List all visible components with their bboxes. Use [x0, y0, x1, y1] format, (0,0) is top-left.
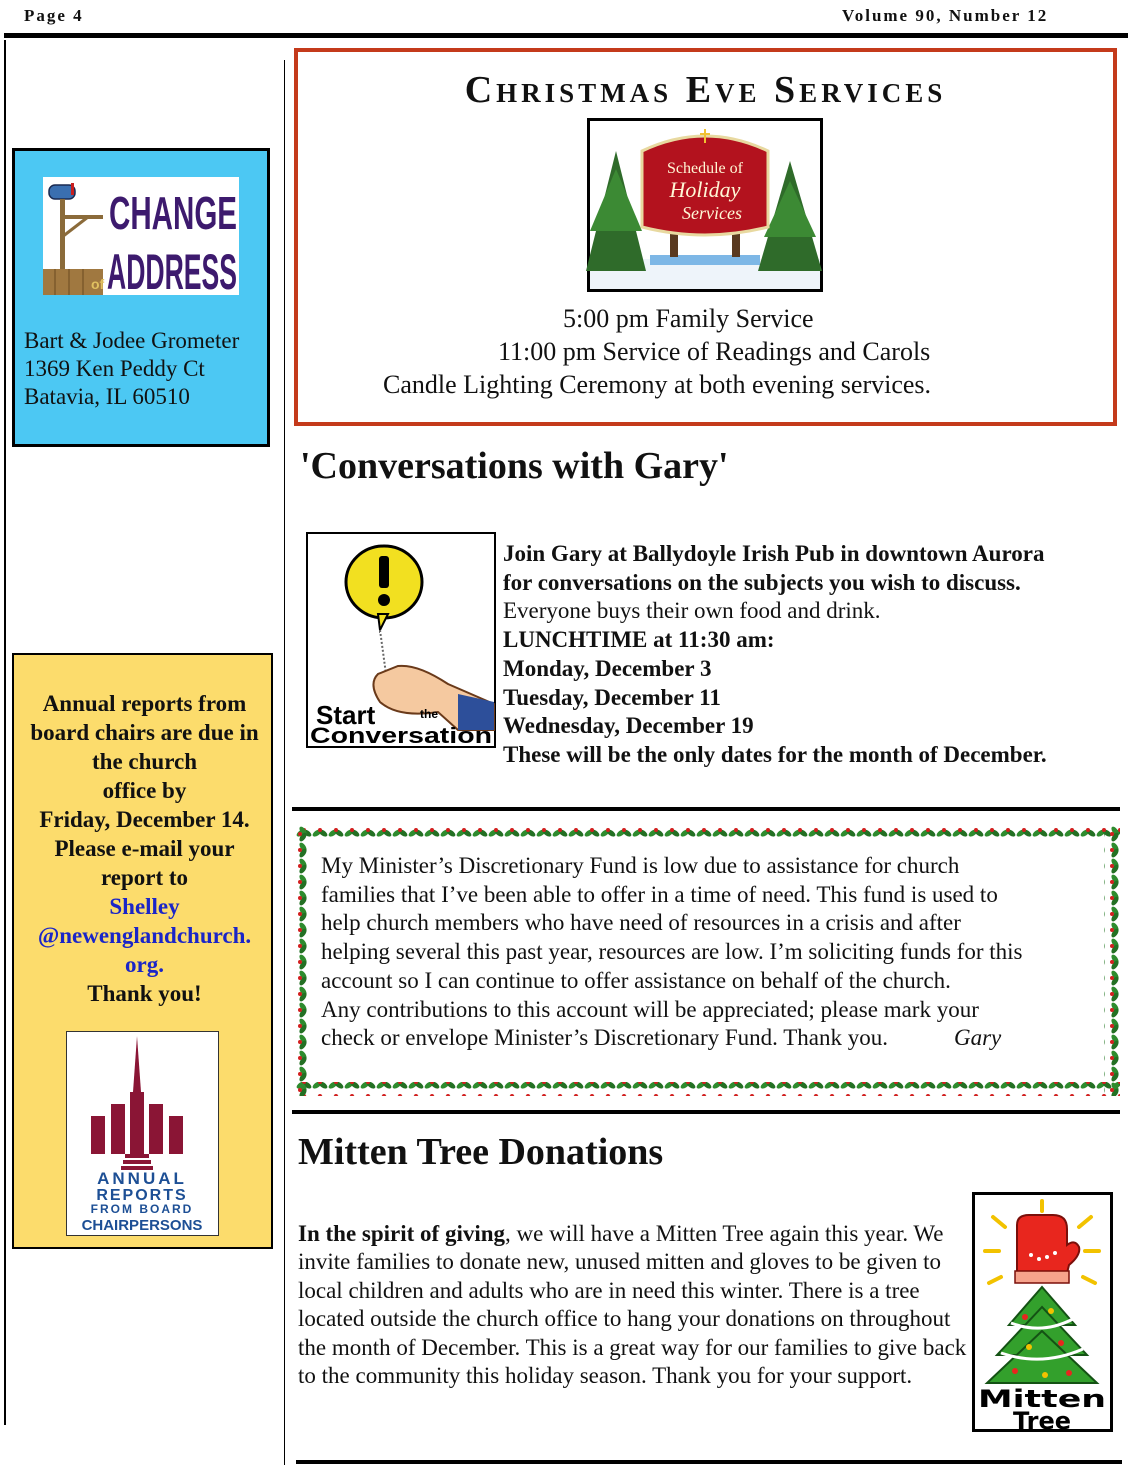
svg-text:CHAIRPERSONS: CHAIRPERSONS	[81, 1217, 203, 1234]
details-line: Join Gary at Ballydoyle Irish Pub in downtown Aurora	[503, 541, 1045, 566]
details-line: LUNCHTIME at 11:30 am:	[503, 627, 775, 653]
svg-text:ANNUAL: ANNUAL	[97, 1169, 187, 1188]
svg-text:the: the	[420, 707, 438, 721]
mailbox-icon	[43, 177, 239, 300]
details-line: Monday, December 3	[503, 655, 712, 681]
mitten-tree-lead: In the spirit of giving	[298, 1221, 506, 1246]
svg-text:ADDRESS: ADDRESS	[107, 244, 237, 300]
fund-line: account so I can continue to offer assistance on behalf of the church.	[321, 967, 951, 993]
email-part[interactable]: @newenglandchurch.	[37, 923, 252, 948]
annual-reports-notice	[18, 689, 271, 1008]
fund-line: families that I’ve been able to offer in a time of need. This fund is used to	[321, 881, 998, 907]
christmas-eve-box	[294, 48, 1117, 426]
mitten-tree-title: Mitten Tree Donations	[298, 1131, 664, 1173]
volume-number: Volume 90, Number 12	[842, 6, 1049, 25]
holiday-schedule-image	[587, 118, 823, 292]
svg-text:Start: Start	[316, 700, 376, 730]
page-number: Page 4	[24, 6, 84, 25]
fund-line: help church members who have need of resources in a crisis and after	[321, 910, 961, 936]
svg-text:Mitten: Mitten	[978, 1385, 1106, 1413]
notice-thanks: Thank you!	[87, 981, 202, 1006]
details-line: for conversations on the subjects you wish to discuss.	[503, 569, 1021, 595]
svg-text:Conversation: Conversation	[310, 723, 492, 748]
fund-signature: Gary	[954, 1025, 1002, 1051]
svg-text:Tree: Tree	[1012, 1407, 1072, 1435]
email-link[interactable]	[18, 892, 271, 979]
details-line: Everyone buys their own food and drink.	[503, 598, 881, 624]
fund-line: helping several this past year, resources are low. I’m soliciting funds for this	[321, 939, 1023, 965]
change-of-address-box	[12, 148, 270, 447]
svg-text:of: of	[91, 276, 105, 292]
notice-line: Please e-mail your	[54, 836, 235, 861]
conversations-details	[503, 540, 1047, 770]
fund-closing: check or envelope Minister’s Discretionary Fund. Thank you.	[321, 1025, 888, 1051]
email-part[interactable]: org.	[125, 952, 164, 977]
discretionary-fund-box	[296, 826, 1120, 1096]
mitten-tree-logo	[972, 1192, 1113, 1435]
bottom-rule	[296, 1460, 1122, 1464]
details-line: Tuesday, December 11	[503, 684, 721, 710]
notice-line: office by	[102, 778, 187, 803]
holiday-sign-icon	[590, 121, 820, 289]
christmas-eve-title: Christmas Eve Services	[464, 69, 947, 111]
notice-line: Annual reports from	[42, 691, 247, 716]
address-name: Bart & Jodee Grometer	[24, 328, 240, 353]
annual-reports-logo	[66, 1031, 219, 1236]
fund-line-last	[321, 1024, 1101, 1053]
column-divider	[284, 60, 285, 1465]
church-icon	[67, 1032, 218, 1235]
svg-text:Holiday: Holiday	[669, 177, 741, 202]
mitten-tree-text: , we will have a Mitten Tree again this year. We invite families to donate new, unused mitten and gloves to be given to local children and adults who are in need this winter. There is a tree located outside the church office to hang your donations on throughout the month of December. This is a great way for our families to give back to the community this holiday season. Thank you for your support.	[298, 1221, 967, 1389]
start-conversation-image	[306, 532, 496, 748]
details-line: Wednesday, December 19	[503, 713, 754, 739]
mitten-tree-icon	[975, 1195, 1110, 1435]
fund-line: Any contributions to this account will be appreciated; please mark your	[321, 996, 979, 1022]
svg-text:FROM BOARD: FROM BOARD	[90, 1202, 194, 1216]
service-line: Candle Lighting Ceremony at both evening services.	[383, 370, 932, 399]
header-rule	[4, 33, 1128, 38]
address-city: Batavia, IL 60510	[24, 384, 190, 409]
notice-line: the church	[92, 749, 197, 774]
svg-text:Schedule of: Schedule of	[667, 160, 743, 177]
fund-message-area	[318, 844, 1098, 1076]
left-margin-rule	[4, 40, 6, 1425]
speech-bubble-icon	[308, 534, 494, 746]
fund-line: My Minister’s Discretionary Fund is low due to assistance for church	[321, 853, 960, 878]
section-divider	[292, 807, 1120, 811]
fund-message	[321, 852, 1101, 1053]
new-address	[24, 327, 239, 411]
svg-text:CHANGE: CHANGE	[109, 187, 237, 239]
svg-text:Services: Services	[682, 203, 742, 223]
section-divider	[292, 1110, 1120, 1114]
change-of-address-logo	[43, 177, 239, 300]
details-line: These will be the only dates for the month of December.	[503, 741, 1047, 767]
notice-line: board chairs are due in	[30, 720, 259, 745]
service-line: 11:00 pm Service of Readings and Carols	[498, 337, 931, 366]
notice-line: Friday, December 14.	[39, 807, 250, 832]
address-street: 1369 Ken Peddy Ct	[24, 356, 205, 381]
notice-line: report to	[100, 865, 189, 890]
svg-text:REPORTS: REPORTS	[96, 1187, 188, 1204]
conversations-title: 'Conversations with Gary'	[300, 445, 729, 487]
service-line: 5:00 pm Family Service	[563, 304, 814, 333]
mitten-tree-body	[298, 1220, 968, 1390]
email-part[interactable]: Shelley	[109, 894, 180, 919]
annual-reports-box	[12, 653, 273, 1249]
